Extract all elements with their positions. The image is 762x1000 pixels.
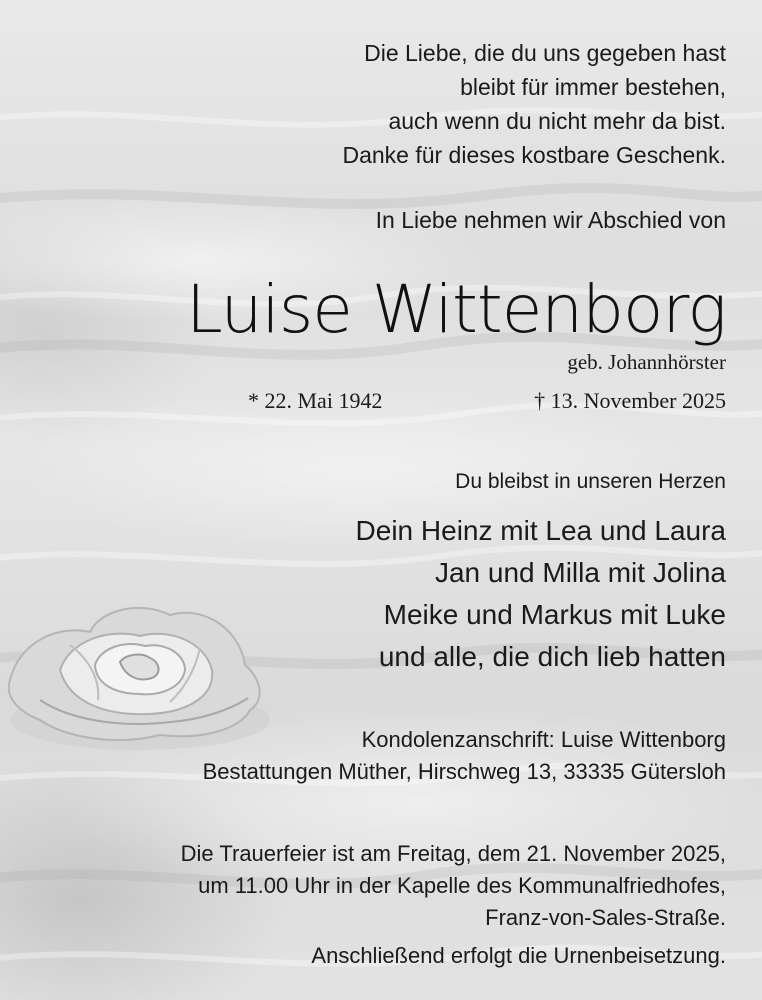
farewell-intro: In Liebe nehmen wir Abschied von [375, 207, 726, 233]
family-line: Dein Heinz mit Lea und Laura [355, 515, 726, 546]
condolence-address [203, 724, 726, 788]
family-line: und alle, die dich lieb hatten [378, 641, 726, 672]
ceremony-line: Die Trauerfeier ist am Freitag, dem 21. November 2025, [180, 841, 726, 866]
family-list [356, 510, 726, 678]
poem-line: Danke für dieses kostbare Geschenk. [342, 142, 726, 168]
poem [342, 36, 726, 172]
poem-line: auch wenn du nicht mehr da bist. [388, 108, 726, 134]
address-line: Bestattungen Müther, Hirschweg 13, 33335 Gütersloh [202, 759, 726, 784]
funeral-ceremony [181, 838, 726, 934]
deceased-name: Luise Wittenborg [186, 271, 726, 348]
death-date: † 13. November 2025 [534, 388, 726, 413]
motto: Du bleibst in unseren Herzen [455, 470, 726, 493]
urn-burial-note: Anschließend erfolgt die Urnenbeisetzung. [311, 943, 726, 968]
ceremony-line: Franz-von-Sales-Straße. [485, 905, 726, 930]
address-line: Kondolenzanschrift: Luise Wittenborg [361, 727, 726, 752]
family-line: Jan und Milla mit Jolina [434, 557, 726, 588]
birth-date: * 22. Mai 1942 [248, 388, 383, 413]
poem-line: Die Liebe, die du uns gegeben hast [364, 40, 726, 66]
family-line: Meike und Markus mit Luke [383, 599, 726, 630]
poem-line: bleibt für immer bestehen, [460, 74, 726, 100]
birth-name: geb. Johannhörster [567, 350, 726, 374]
ceremony-line: um 11.00 Uhr in der Kapelle des Kommunalfriedhofes, [198, 873, 726, 898]
